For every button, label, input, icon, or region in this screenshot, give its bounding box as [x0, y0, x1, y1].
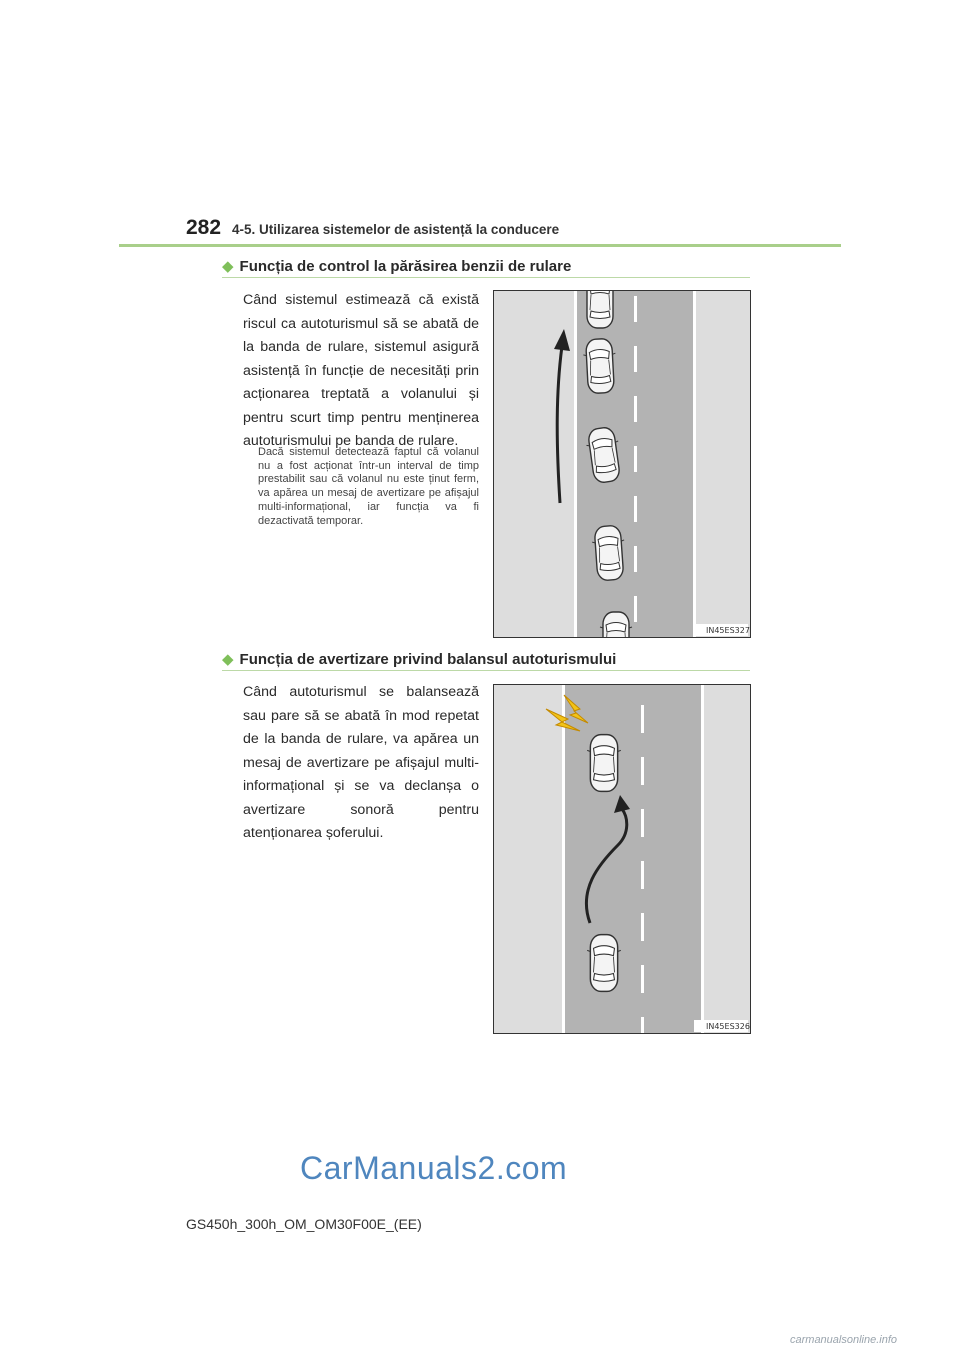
- lane-departure-illustration: [493, 290, 751, 638]
- chapter-title: 4-5. Utilizarea sistemelor de asistență la conducere: [232, 222, 560, 237]
- section-note: Dacă sistemul detectează faptul că volanul nu a fost acționat într-un interval de timp prestabilit sau că volanul nu este ținut ferm, va apărea un mesaj de avertizare pe afișajul multi-informațional, iar funcția va fi dezactivată temporar.: [258, 446, 479, 527]
- section-paragraph: Când sistemul estimează că există riscul ca autoturismul să se abată de la banda de rulare, sistemul asigură asistență în funcție de necesități prin acționarea treptată a volanului și pentru scurt timp pentru menținerea autoturismului pe banda de rulare.: [243, 292, 479, 449]
- page-number: 282: [186, 216, 222, 239]
- watermark-url: carmanualsonline.info: [790, 1334, 898, 1346]
- figure-code: IN45ES327: [706, 626, 750, 635]
- section-heading-text: Funcția de avertizare privind balansul autoturismului: [239, 651, 617, 668]
- diamond-icon: ◆: [222, 651, 234, 668]
- section-divider: [222, 277, 750, 278]
- section-heading-sway-warning: [222, 650, 616, 668]
- figure-code: IN45ES326: [706, 1022, 750, 1031]
- header-divider: [119, 244, 841, 247]
- section-heading-text: Funcția de control la părăsirea benzii de rulare: [239, 258, 572, 275]
- diamond-icon: ◆: [222, 258, 234, 275]
- section-paragraph: Când autoturismul se balansează sau pare să se abată în mod repetat de la banda de rulare, va apărea un mesaj de avertizare pe afișajul multi-informațional și se va declanșa o avertizare sonoră pentru atenționarea șoferului.: [243, 684, 479, 841]
- section-divider: [222, 670, 750, 671]
- watermark-logo: CarManuals2.com: [300, 1150, 568, 1186]
- sway-warning-illustration: [493, 684, 751, 1034]
- section-heading-lane-control: [222, 257, 571, 275]
- footer-document-code: GS450h_300h_OM_OM30F00E_(EE): [186, 1216, 422, 1232]
